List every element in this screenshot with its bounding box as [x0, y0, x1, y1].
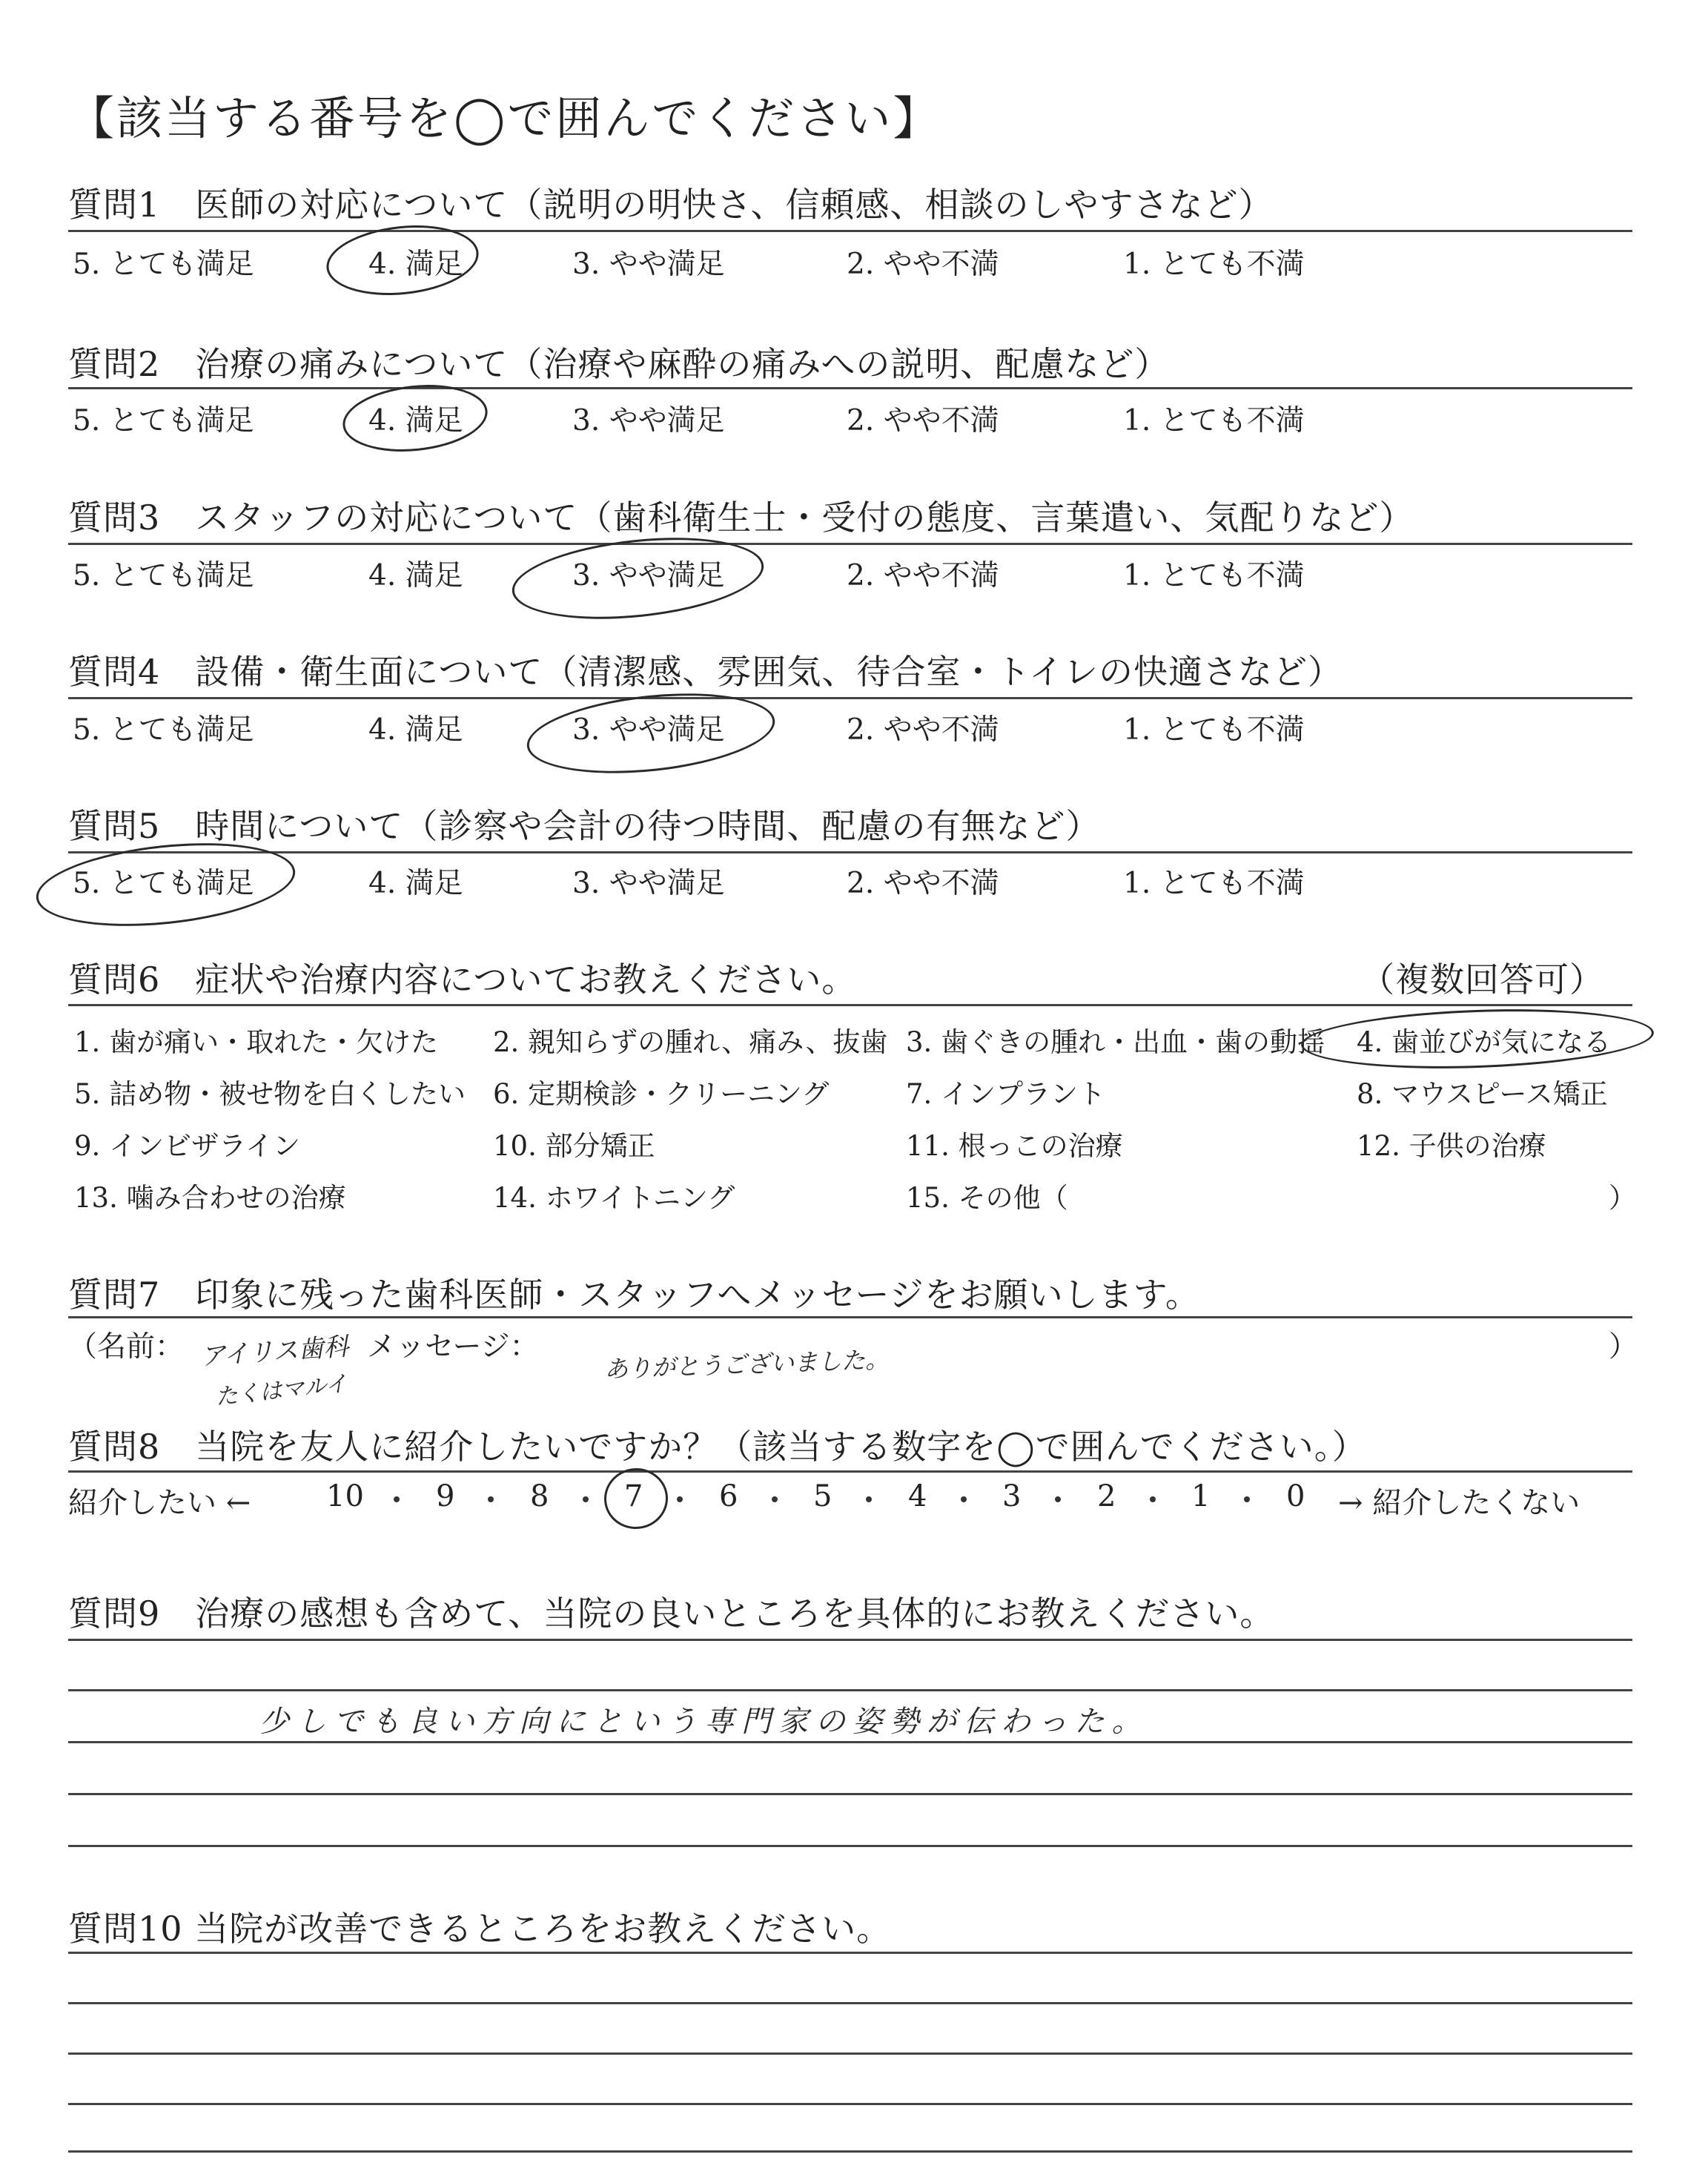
q8-number-3[interactable]: 3: [1002, 1479, 1022, 1513]
q7-handwritten-name-1: アイリス歯科: [199, 1332, 350, 1372]
question-4-title: 質問4 設備・衛生面について（清潔感、雰囲気、待合室・トイレの快適さなど）: [68, 652, 1343, 692]
q8-number-1[interactable]: 1: [1191, 1479, 1211, 1513]
question-4-rule: [68, 697, 1632, 699]
question-10-rule-3: [68, 2052, 1632, 2055]
q7-name-label: （名前：: [68, 1330, 185, 1364]
question-1-title: 質問1 医師の対応について（説明の明快さ、信頼感、相談のしやすさなど）: [68, 185, 1274, 225]
q1-option-3[interactable]: 3. やや満足: [572, 248, 725, 281]
q6-option-3[interactable]: 3. 歯ぐきの腫れ・出血・歯の動揺: [906, 1026, 1325, 1058]
q1-option-5[interactable]: 5. とても満足: [73, 248, 254, 281]
q8-dot: [1244, 1496, 1250, 1502]
q8-number-7[interactable]: 7: [624, 1479, 643, 1513]
q6-option-11[interactable]: 11. 根っこの治療: [906, 1130, 1123, 1162]
q8-dot: [677, 1496, 683, 1502]
q2-answer-circle: [340, 378, 491, 458]
q8-dot: [583, 1496, 589, 1502]
question-7-title: 質問7 印象に残った歯科医師・スタッフへメッセージをお願いします。: [68, 1275, 1200, 1315]
q8-answer-circle: [601, 1465, 671, 1533]
q8-right-label: → 紹介したくない: [1338, 1486, 1580, 1520]
q5-option-4[interactable]: 4. 満足: [368, 867, 463, 900]
q2-option-4[interactable]: 4. 満足: [368, 404, 463, 437]
q6-option-13[interactable]: 13. 噛み合わせの治療: [74, 1182, 346, 1214]
q8-number-4[interactable]: 4: [908, 1479, 927, 1513]
q6-option-12[interactable]: 12. 子供の治療: [1357, 1130, 1546, 1162]
question-7-rule: [68, 1316, 1632, 1318]
q8-number-5[interactable]: 5: [813, 1479, 833, 1513]
q8-dot: [772, 1496, 778, 1502]
q4-option-5[interactable]: 5. とても満足: [73, 713, 254, 747]
q8-number-2[interactable]: 2: [1097, 1479, 1116, 1513]
question-9-rule-2: [68, 1689, 1632, 1691]
question-2-rule: [68, 387, 1632, 389]
q6-option-4[interactable]: 4. 歯並びが気になる: [1357, 1026, 1612, 1058]
q4-option-2[interactable]: 2. やや不満: [847, 713, 999, 747]
q6-option-1[interactable]: 1. 歯が痛い・取れた・欠けた: [74, 1026, 439, 1058]
q5-option-5[interactable]: 5. とても満足: [73, 867, 254, 900]
q8-dot: [961, 1496, 967, 1502]
q8-number-6[interactable]: 6: [719, 1479, 738, 1513]
q6-answer-circle: [1300, 1004, 1655, 1074]
q4-option-1[interactable]: 1. とても不満: [1123, 713, 1305, 747]
q8-dot: [866, 1496, 872, 1502]
q6-option-15[interactable]: 15. その他（: [906, 1182, 1068, 1214]
q1-option-2[interactable]: 2. やや不満: [847, 248, 999, 281]
q7-handwritten-message: ありがとうございました。: [603, 1345, 890, 1384]
q5-option-1[interactable]: 1. とても不満: [1123, 867, 1305, 900]
question-10-title: 質問10 当院が改善できるところをお教えください。: [68, 1909, 892, 1949]
question-10-rule-5: [68, 2150, 1632, 2153]
q6-option-14[interactable]: 14. ホワイトニング: [493, 1182, 735, 1214]
q6-option-8[interactable]: 8. マウスピース矯正: [1357, 1078, 1608, 1110]
q6-option-2[interactable]: 2. 親知らずの腫れ、痛み、抜歯: [493, 1026, 888, 1058]
question-1-rule: [68, 230, 1632, 232]
q3-option-4[interactable]: 4. 満足: [368, 559, 463, 592]
q6-option-9[interactable]: 9. インビザライン: [74, 1130, 300, 1162]
q5-option-3[interactable]: 3. やや満足: [572, 867, 725, 900]
q8-dot: [1055, 1496, 1061, 1502]
question-3-rule: [68, 543, 1632, 545]
question-9-rule-4: [68, 1793, 1632, 1795]
question-5-rule: [68, 851, 1632, 853]
q6-option-6[interactable]: 6. 定期検診・クリーニング: [493, 1078, 830, 1110]
q8-number-8[interactable]: 8: [530, 1479, 549, 1513]
q8-dot: [394, 1496, 400, 1502]
question-10-rule-4: [68, 2103, 1632, 2105]
question-10-rule-1: [68, 1952, 1632, 1954]
q8-number-0[interactable]: 0: [1286, 1479, 1305, 1513]
q2-option-3[interactable]: 3. やや満足: [572, 404, 725, 437]
q3-option-1[interactable]: 1. とても不満: [1123, 559, 1305, 592]
q3-option-2[interactable]: 2. やや不満: [847, 559, 999, 592]
q5-option-2[interactable]: 2. やや不満: [847, 867, 999, 900]
q9-handwritten-answer: 少しでも良い方向にという専門家の姿勢が伝わった。: [259, 1705, 1149, 1739]
question-9-rule-5: [68, 1845, 1632, 1847]
question-2-title: 質問2 治療の痛みについて（治療や麻酔の痛みへの説明、配慮など）: [68, 344, 1170, 384]
q8-number-10[interactable]: 10: [326, 1479, 364, 1513]
q2-option-1[interactable]: 1. とても不満: [1123, 404, 1305, 437]
q6-option-5[interactable]: 5. 詰め物・被せ物を白くしたい: [74, 1078, 466, 1110]
q4-option-4[interactable]: 4. 満足: [368, 713, 463, 747]
q8-dot: [1150, 1496, 1156, 1502]
question-9-rule-3: [68, 1741, 1632, 1743]
q8-left-label: 紹介したい ←: [68, 1486, 251, 1520]
q2-option-5[interactable]: 5. とても満足: [73, 404, 254, 437]
question-6-title: 質問6 症状や治療内容についてお教えください。: [68, 960, 857, 1000]
question-6-rule: [68, 1004, 1632, 1006]
question-5-title: 質問5 時間について（診察や会計の待つ時間、配慮の有無など）: [68, 806, 1101, 846]
q8-dot: [488, 1496, 494, 1502]
question-9-title: 質問9 治療の感想も含めて、当院の良いところを具体的にお教えください。: [68, 1593, 1275, 1634]
q7-close-paren: ）: [1609, 1330, 1638, 1364]
page-title: 【該当する番号を◯で囲んでください】: [68, 91, 941, 145]
q6-option-10[interactable]: 10. 部分矯正: [493, 1130, 655, 1162]
q2-option-2[interactable]: 2. やや不満: [847, 404, 999, 437]
question-8-title: 質問8 当院を友人に紹介したいですか？（該当する数字を◯で囲んでください。）: [68, 1427, 1367, 1467]
q8-number-9[interactable]: 9: [436, 1479, 455, 1513]
question-10-rule-2: [68, 2002, 1632, 2004]
question-9-rule-1: [68, 1639, 1632, 1641]
q6-option-15-close: ）: [1609, 1182, 1636, 1214]
question-8-rule: [68, 1470, 1632, 1473]
q4-option-3[interactable]: 3. やや満足: [572, 713, 725, 747]
q6-option-7[interactable]: 7. インプラント: [906, 1078, 1106, 1110]
question-3-title: 質問3 スタッフの対応について（歯科衛生士・受付の態度、言葉遣い、気配りなど）: [68, 498, 1414, 538]
q3-option-5[interactable]: 5. とても満足: [73, 559, 254, 592]
q3-option-3[interactable]: 3. やや満足: [572, 559, 725, 592]
q7-message-label: メッセージ：: [367, 1330, 539, 1364]
q1-option-4[interactable]: 4. 満足: [368, 248, 463, 281]
q1-option-1[interactable]: 1. とても不満: [1123, 248, 1305, 281]
q7-handwritten-name-2: たくはマルイ: [214, 1370, 349, 1411]
question-6-note: （複数回答可）: [1360, 960, 1604, 1000]
